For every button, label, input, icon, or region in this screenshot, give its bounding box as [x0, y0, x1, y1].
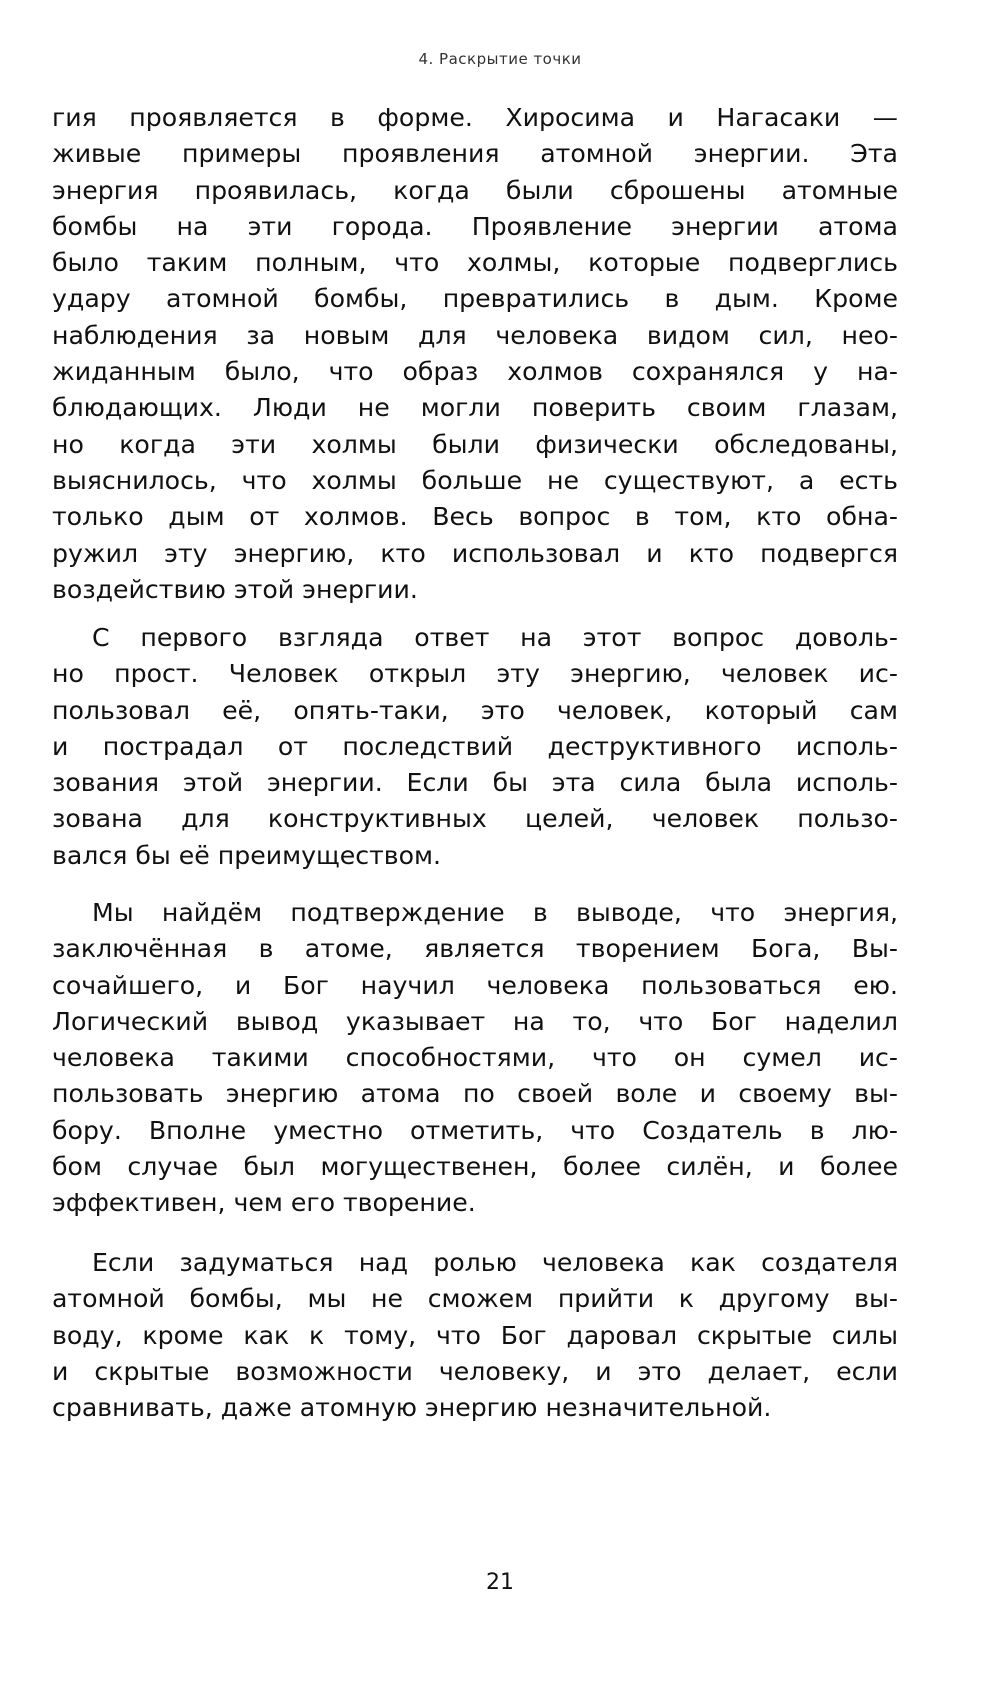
text-line: бомбы на эти города. Проявление энергии атома: [52, 211, 898, 241]
text-line: вался бы её преимуществом.: [52, 840, 442, 870]
text-line: ружил эту энергию, кто использовал и кто подвергся: [52, 538, 898, 568]
paragraph-3: [52, 895, 898, 1222]
text-line: пользовал её, опять-таки, это человек, который сам: [52, 695, 898, 725]
text-line: воду, кроме как к тому, что Бог даровал скрытые силы: [52, 1320, 898, 1350]
text-line: Логический вывод указывает на то, что Бог наделил: [52, 1006, 898, 1036]
text-line: но когда эти холмы были физически обследованы,: [52, 429, 898, 459]
text-line: воздействию этой энергии.: [52, 574, 418, 604]
paragraph-1: [52, 100, 898, 608]
text-line: было таким полным, что холмы, которые подверглись: [52, 248, 898, 278]
text-line: Если задуматься над ролью человека как создателя: [92, 1248, 898, 1277]
page-number: 21: [486, 1570, 514, 1595]
text-line: эффективен, чем его творение.: [52, 1188, 476, 1218]
text-line: и пострадал от последствий деструктивного исполь-: [52, 731, 898, 761]
text-line: заключённая в атоме, является творением Бога, Вы-: [52, 934, 898, 964]
text-line: атомной бомбы, мы не сможем прийти к другому вы-: [52, 1284, 898, 1314]
text-line: сочайшего, и Бог научил человека пользоваться ею.: [52, 970, 898, 1000]
text-line: пользовать энергию атома по своей воле и своему вы-: [52, 1079, 898, 1109]
text-line: живые примеры проявления атомной энергии. Эта: [52, 139, 898, 169]
text-line: только дым от холмов. Весь вопрос в том, кто обна-: [52, 502, 898, 532]
text-line: С первого взгляда ответ на этот вопрос доволь-: [92, 623, 898, 652]
paragraph-4: [52, 1245, 898, 1426]
text-line: блюдающих. Люди не могли поверить своим глазам,: [52, 393, 898, 423]
text-line: выяснилось, что холмы больше не существуют, а есть: [52, 465, 898, 495]
text-line: человека такими способностями, что он сумел ис-: [52, 1043, 898, 1073]
text-line: наблюдения за новым для человека видом сил, нео-: [52, 320, 898, 350]
text-line: зована для конструктивных целей, человек пользо-: [52, 804, 898, 834]
text-line: но прост. Человек открыл эту энергию, человек ис-: [52, 659, 898, 689]
text-line: бору. Вполне уместно отметить, что Создатель в лю-: [52, 1115, 898, 1145]
text-line: и скрытые возможности человеку, и это делает, если: [52, 1356, 898, 1386]
text-line: бом случае был могущественен, более силён, и более: [52, 1152, 898, 1182]
paragraph-2: [52, 620, 898, 874]
text-line: жиданным было, что образ холмов сохранялся у на-: [52, 357, 898, 387]
text-line: Мы найдём подтверждение в выводе, что энергия,: [92, 898, 898, 927]
text-line: сравнивать, даже атомную энергию незначительной.: [52, 1393, 772, 1423]
text-line: удару атомной бомбы, превратились в дым. Кроме: [52, 284, 898, 314]
text-line: гия проявляется в форме. Хиросима и Нагасаки —: [52, 103, 898, 132]
text-line: зования этой энергии. Если бы эта сила была исполь-: [52, 768, 898, 798]
running-header: 4. Раскрытие точки: [418, 50, 582, 68]
text-line: энергия проявилась, когда были сброшены атомные: [52, 175, 898, 205]
